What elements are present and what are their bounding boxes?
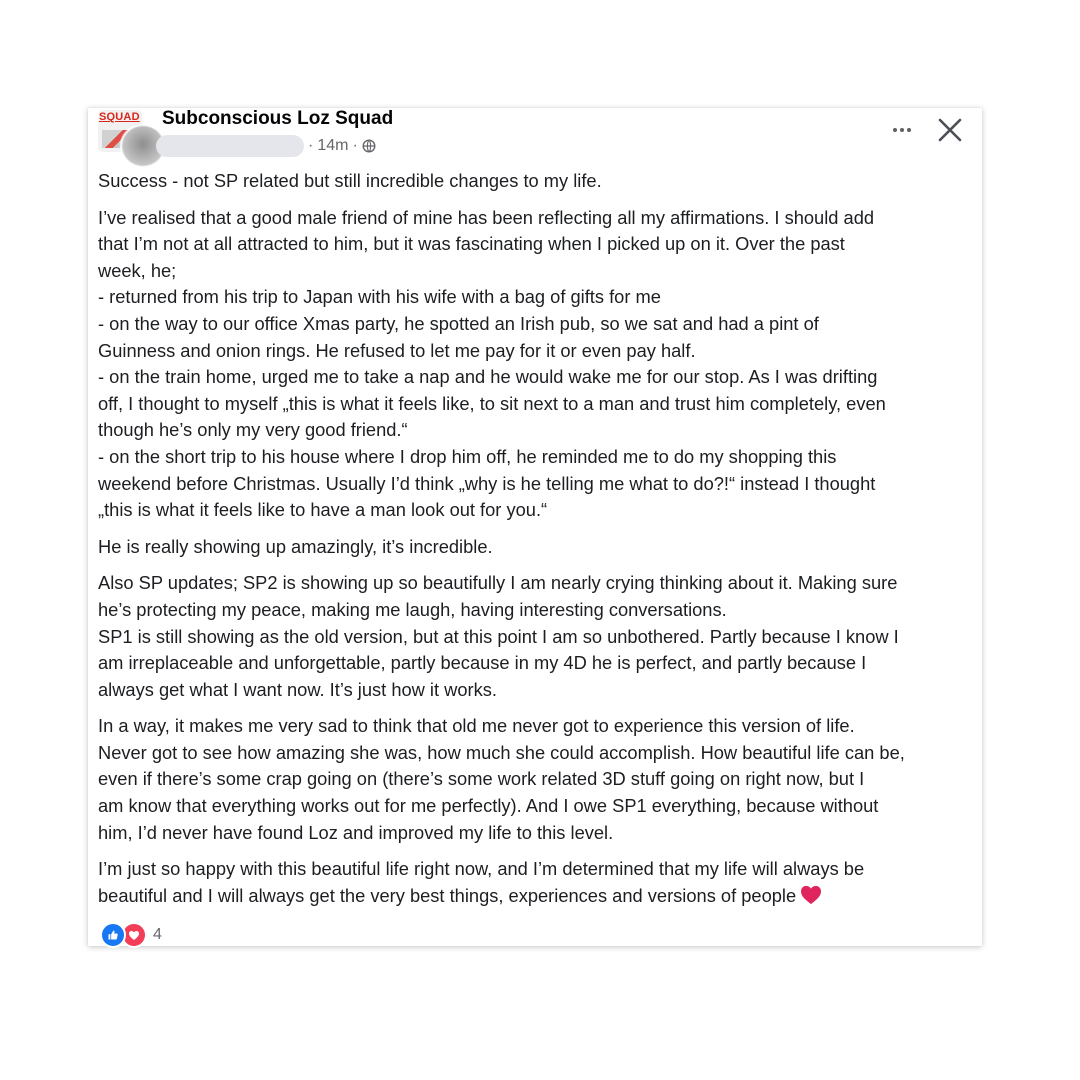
globe-icon bbox=[362, 139, 376, 153]
text-line-last bbox=[98, 883, 978, 910]
more-options-button[interactable] bbox=[888, 116, 916, 144]
text-line: I’ve realised that a good male friend of mine has been reflecting all my affirmations. I should add bbox=[98, 206, 875, 228]
text-line: off, I thought to myself „this is what it feels like, to sit next to a man and trust him completely, even bbox=[98, 392, 886, 414]
text-line: he’s protecting my peace, making me laugh, having interesting conversations. bbox=[98, 598, 727, 620]
text-line: Also SP updates; SP2 is showing up so beautifully I am nearly crying thinking about it. Making sure bbox=[98, 572, 898, 594]
text-line: Success - not SP related but still incredible changes to my life. bbox=[98, 170, 602, 191]
paragraph bbox=[98, 713, 978, 846]
group-name-link[interactable]: Subconscious Loz Squad bbox=[162, 108, 394, 129]
paragraph bbox=[98, 168, 978, 195]
paragraph bbox=[98, 205, 978, 524]
post-card bbox=[88, 108, 982, 946]
text-line: „this is what it feels like to have a man look out for you.“ bbox=[98, 499, 548, 521]
post-timestamp[interactable]: 14m bbox=[317, 137, 349, 154]
text-line: - returned from his trip to Japan with his wife with a bag of gifts for me bbox=[98, 286, 661, 308]
meta-separator: · bbox=[308, 137, 314, 154]
text-line: beautiful and I will always get the very best things, experiences and versions of people bbox=[98, 884, 797, 906]
post-avatars[interactable] bbox=[98, 110, 154, 164]
text-line: am know that everything works out for me perfectly). And I owe SP1 everything, because without bbox=[98, 795, 879, 817]
paragraph bbox=[98, 856, 978, 909]
text-line: - on the short trip to his house where I drop him off, he reminded me to do my shopping this bbox=[98, 445, 837, 467]
text-line: that I’m not at all attracted to him, but it was fascinating when I picked up on it. Over the past bbox=[98, 233, 845, 255]
like-icon bbox=[100, 922, 126, 948]
text-line: In a way, it makes me very sad to think that old me never got to experience this version of life. bbox=[98, 715, 855, 737]
post-text bbox=[98, 168, 978, 919]
text-line: him, I’d never have found Loz and improved my life to this level. bbox=[98, 821, 614, 843]
text-line: even if there’s some crap going on (there’s some work related 3D stuff going on right now, but I bbox=[98, 768, 865, 790]
meta-separator-2: · bbox=[352, 137, 358, 154]
text-line: - on the way to our office Xmas party, he spotted an Irish pub, so we sat and had a pint of bbox=[98, 312, 819, 334]
text-line: Guinness and onion rings. He refused to let me pay for it or even pay half. bbox=[98, 339, 696, 361]
text-line: week, he; bbox=[98, 259, 177, 281]
reaction-summary[interactable] bbox=[100, 922, 162, 948]
text-line: though he’s only my very good friend.“ bbox=[98, 419, 408, 441]
text-line: am irreplaceable and unforgettable, partly because in my 4D he is perfect, and partly because I bbox=[98, 652, 867, 674]
reaction-count[interactable]: 4 bbox=[153, 926, 162, 943]
text-line: Never got to see how amazing she was, how much she could accomplish. How beautiful life can be, bbox=[98, 741, 905, 763]
post-meta bbox=[156, 134, 376, 158]
group-avatar-text: SQUAD bbox=[99, 111, 140, 123]
more-dot bbox=[907, 128, 911, 132]
text-line: I’m just so happy with this beautiful life right now, and I’m determined that my life will always be bbox=[98, 858, 865, 880]
text-line: - on the train home, urged me to take a nap and he would wake me for our stop. As I was drifting bbox=[98, 366, 878, 388]
text-line: weekend before Christmas. Usually I’d think „why is he telling me what to do?!“ instead I thought bbox=[98, 472, 876, 494]
more-dot bbox=[900, 128, 904, 132]
more-horizontal-icon bbox=[893, 128, 897, 132]
paragraph bbox=[98, 534, 978, 561]
author-name-redacted[interactable] bbox=[156, 135, 304, 157]
text-line: always get what I want now. It’s just how it works. bbox=[98, 678, 497, 700]
close-icon[interactable] bbox=[934, 114, 966, 146]
text-line: He is really showing up amazingly, it’s incredible. bbox=[98, 535, 493, 557]
paragraph bbox=[98, 570, 978, 703]
text-line: SP1 is still showing as the old version, but at this point I am so unbothered. Partly because I know I bbox=[98, 625, 899, 647]
red-heart-icon bbox=[800, 885, 822, 905]
